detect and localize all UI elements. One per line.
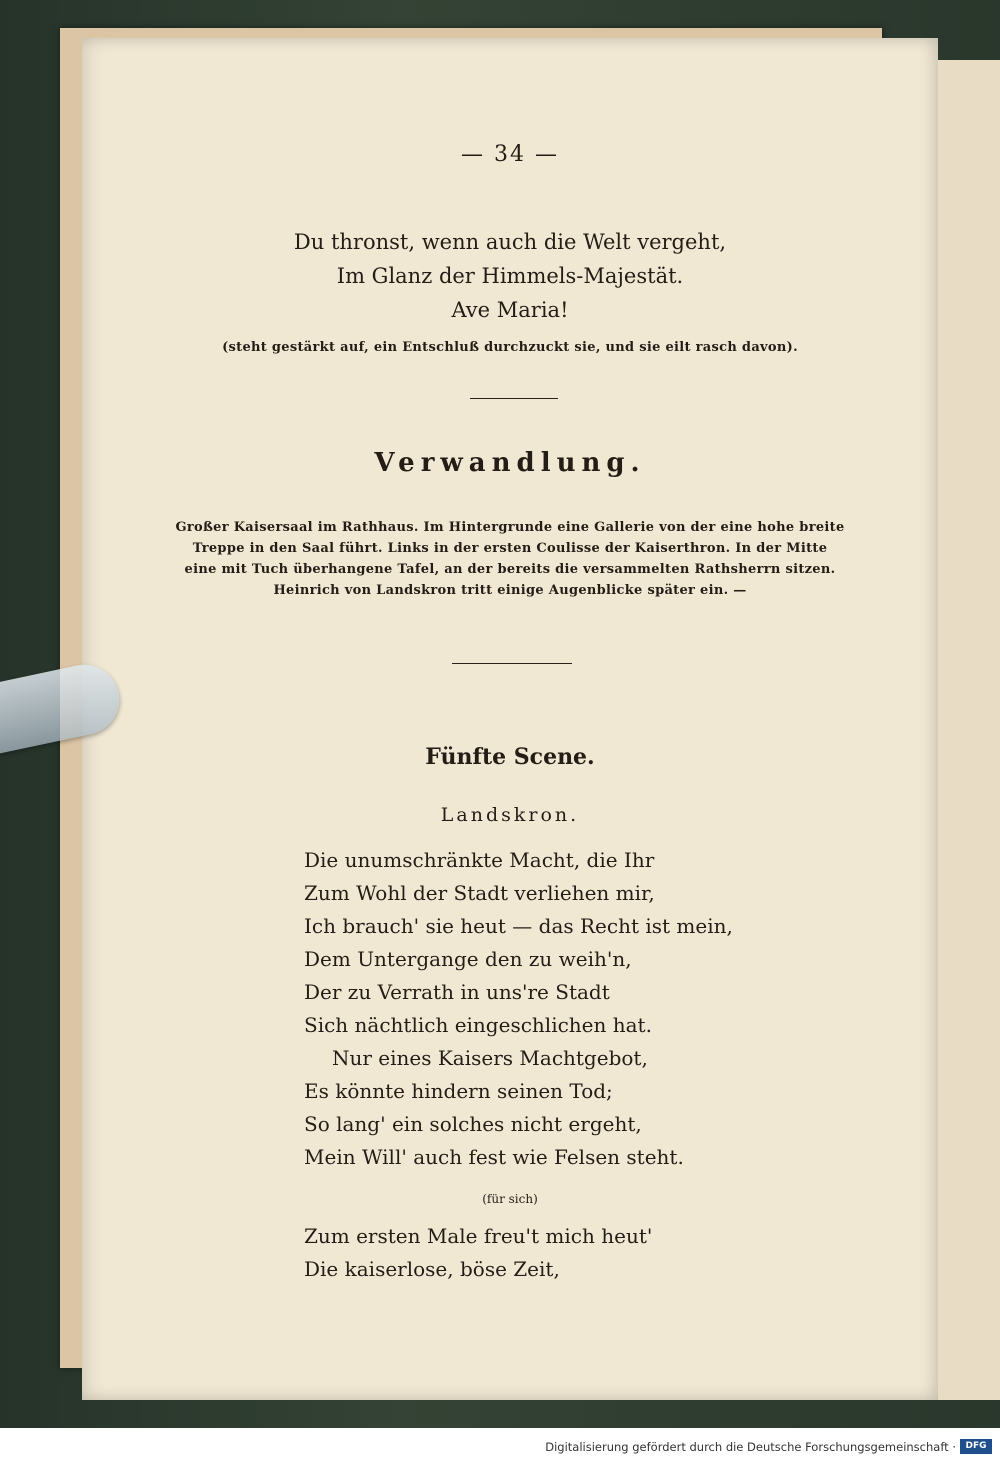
verse-line: Ave Maria! (451, 298, 569, 322)
scene-description-line: Großer Kaisersaal im Rathhaus. Im Hintergrunde eine Gallerie von der eine hohe breite (175, 520, 845, 535)
verse-line: Zum Wohl der Stadt verliehen mir, (304, 881, 655, 905)
section-divider (470, 398, 558, 399)
verse-line: Die unumschränkte Macht, die Ihr (304, 848, 655, 872)
verse-line: Die kaiserlose, böse Zeit, (304, 1257, 560, 1281)
verse-line: Ich brauch' sie heut — das Recht ist mein, (304, 914, 733, 938)
verse-line: Zum ersten Male freu't mich heut' (304, 1224, 653, 1248)
scene-description-line: Treppe in den Saal führt. Links in der ersten Coulisse der Kaiserthron. In der Mitte (192, 541, 828, 556)
facing-page-edge (930, 60, 1000, 1400)
footer-bar (0, 1428, 1000, 1466)
transformation-heading: Verwandlung. (374, 448, 646, 478)
scene-description-line: eine mit Tuch überhangene Tafel, an der bereits die versammelten Rathsherrn sitzen. (184, 562, 836, 577)
verse-line: Sich nächtlich eingeschlichen hat. (304, 1013, 652, 1037)
speaker-name: Landskron. (440, 804, 580, 826)
verse-line: Mein Will' auch fest wie Felsen steht. (304, 1145, 684, 1169)
verse-line: Du thronst, wenn auch die Welt vergeht, (293, 230, 727, 254)
verse-line: Es könnte hindern seinen Tod; (304, 1079, 613, 1103)
book-page (82, 38, 938, 1400)
scene-title: Fünfte Scene. (425, 744, 595, 770)
verse-line: So lang' ein solches nicht ergeht, (304, 1112, 642, 1136)
page-number: — 34 — (461, 142, 559, 167)
aside-direction: (für sich) (482, 1192, 538, 1206)
funding-notice: Digitalisierung gefördert durch die Deutsche Forschungsgemeinschaft · (545, 1440, 956, 1454)
section-divider (452, 663, 572, 664)
verse-line: Der zu Verrath in uns're Stadt (304, 980, 610, 1004)
dfg-logo-icon: DFG (960, 1439, 992, 1454)
stage-direction: (steht gestärkt auf, ein Entschluß durchzuckt sie, und sie eilt rasch davon). (222, 340, 798, 355)
verse-line: Im Glanz der Himmels-Majestät. (336, 264, 684, 288)
scene-description-line: Heinrich von Landskron tritt einige Augenblicke später ein. — (273, 583, 747, 598)
verse-line: Nur eines Kaisers Machtgebot, (332, 1046, 648, 1070)
verse-line: Dem Untergange den zu weih'n, (304, 947, 632, 971)
